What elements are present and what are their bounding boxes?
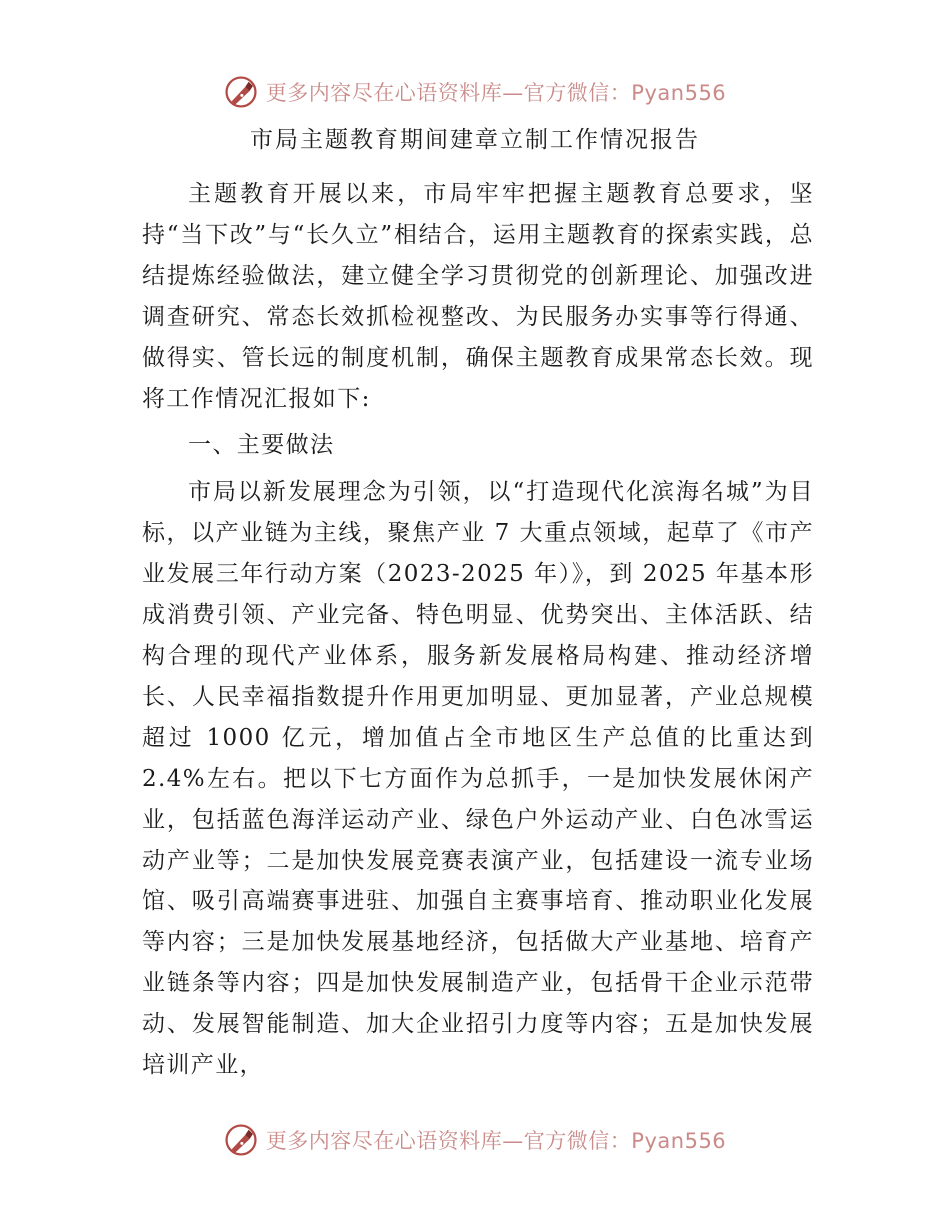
watermark-text: 更多内容尽在心语资料库—官方微信：Pyan556 [265,81,727,105]
section-heading: 一、主要做法 [188,432,335,459]
pen-nib-logo-icon [224,75,258,109]
watermark-header [0,72,950,112]
watermark-footer [0,1120,950,1160]
paragraph-intro: 主题教育开展以来，市局牢牢把握主题教育总要求，坚持“当下改”与“长久立”相结合，运用主题教育的探索实践，总结提炼经验做法，建立健全学习贯彻党的创新理论、加强改进调查研究、常态长效抓检视整改、为民服务办实事等行得通、做得实、管长远的制度机制，确保主题教育成果常态长效。现将工作情况汇报如下: [142,181,814,412]
document-body [142,174,814,1086]
paragraph-main-practices: 市局以新发展理念为引领，以“打造现代化滨海名城”为目标，以产业链为主线，聚焦产业 7 大重点领域，起草了《市产业发展三年行动方案（2023-2025 年）》，到 2025 年基本形成消费引领、产业完备、特色明显、优势突出、主体活跃、结构合理的现代产业体系，服务新发展格局构建、推动经济增长、人民幸福指数提升作用更加明显、更加显著，产业总规模超过 1000 亿元，增加值占全市地区生产总值的比重达到 2.4%左右。把以下七方面作为总抓手，一是加快发展休闲产业，包括蓝色海洋运动产业、绿色户外运动产业、白色冰雪运动产业等；二是加快发展竞赛表演产业，包括建设一流专业场馆、吸引高端赛事进驻、加强自主赛事培育、推动职业化发展等内容；三是加快发展基地经济，包括做大产业基地、培育产业链条等内容；四是加快发展制造产业，包括骨干企业示范带动、发展智能制造、加大企业招引力度等内容；五是加快发展培训产业， [142,479,814,1079]
pen-nib-logo-icon [224,1123,258,1157]
watermark-text: 更多内容尽在心语资料库—官方微信：Pyan556 [265,1129,727,1153]
document-title: 市局主题教育期间建章立制工作情况报告 [250,127,700,153]
